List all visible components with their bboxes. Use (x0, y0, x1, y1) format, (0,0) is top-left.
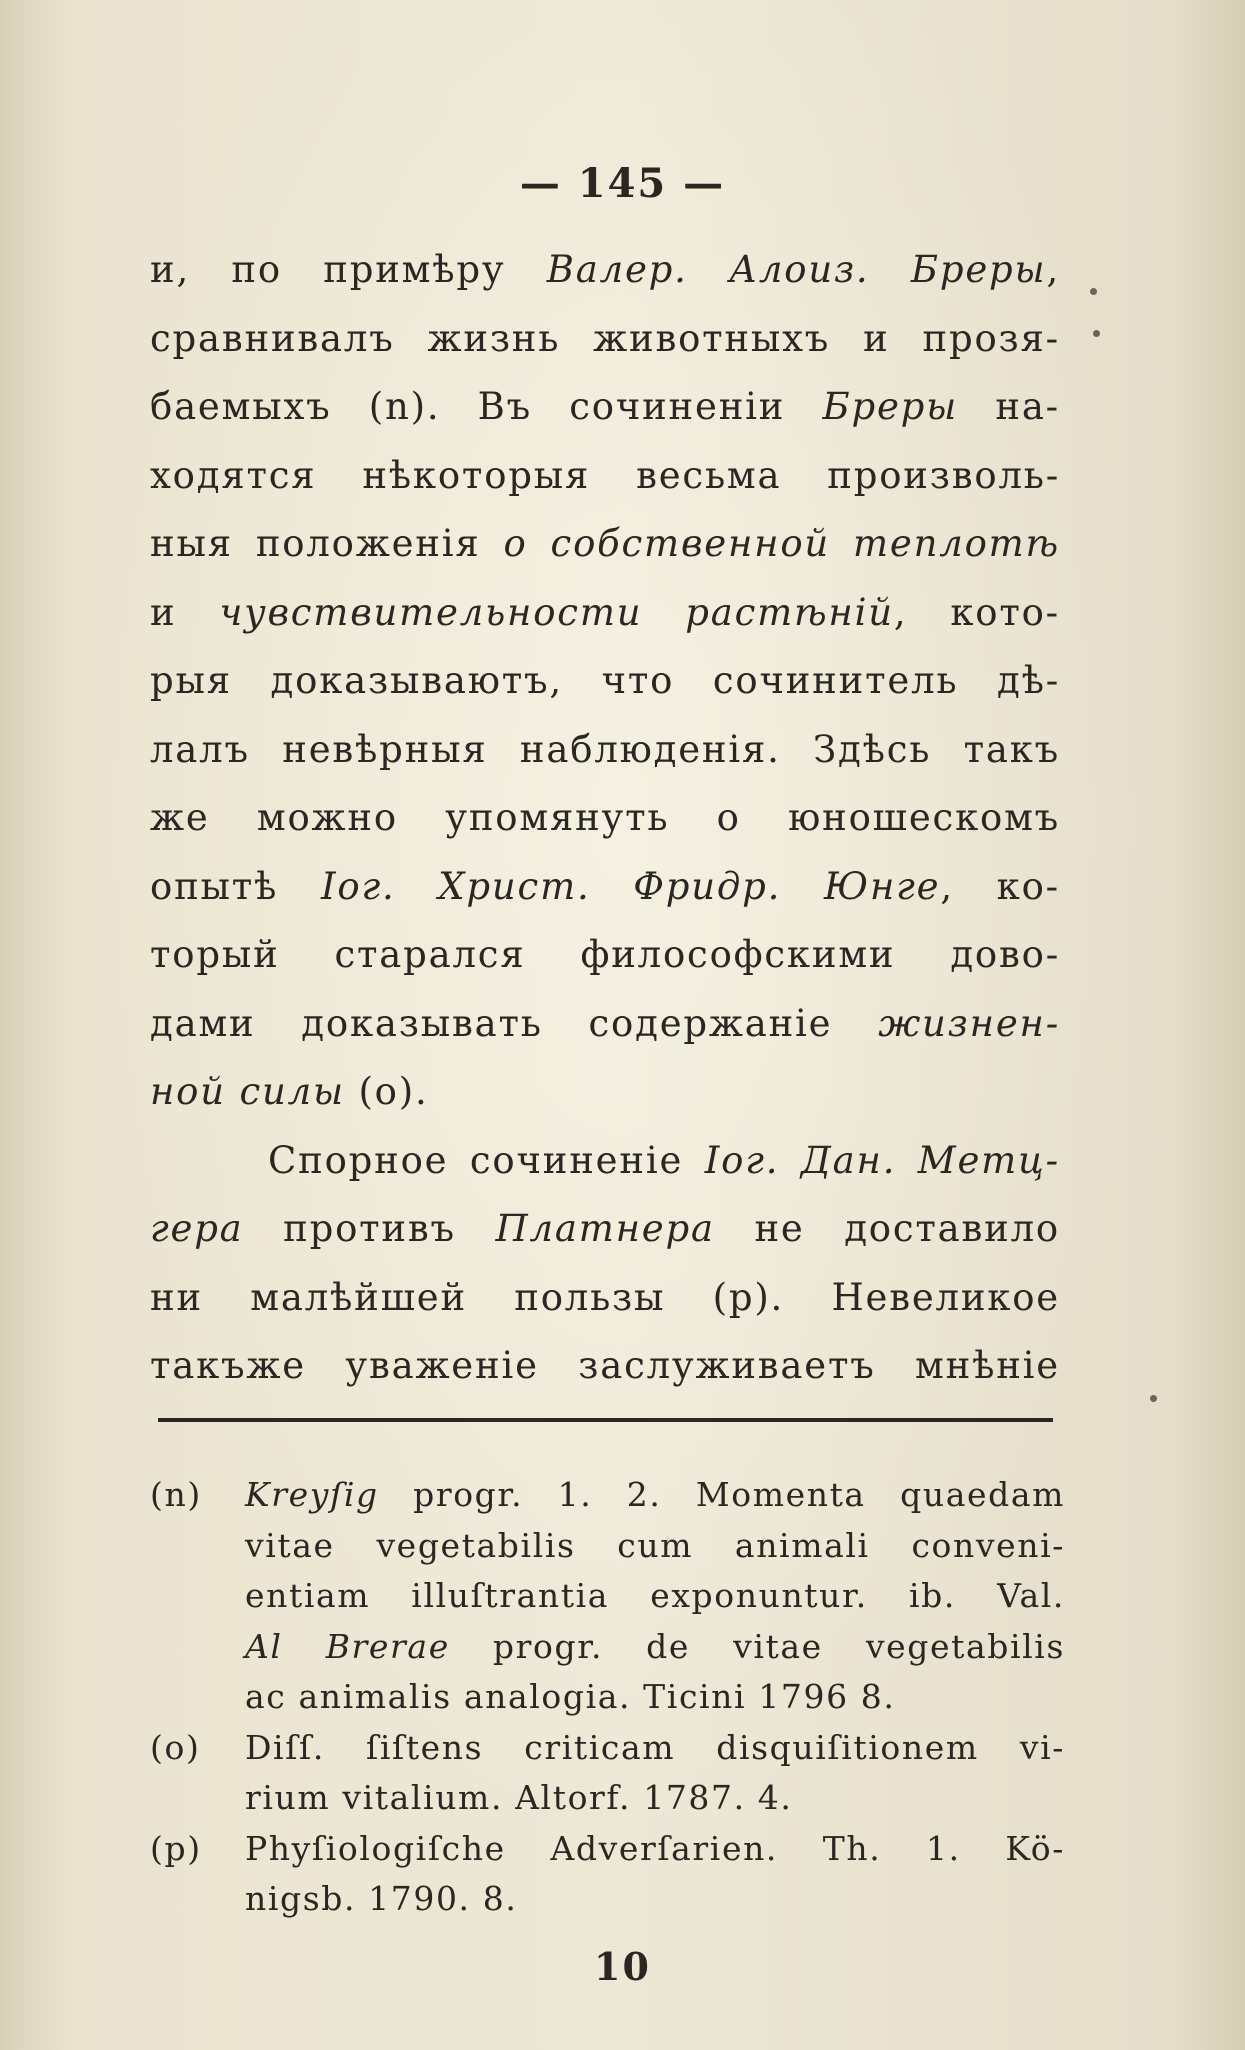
footnote-body (245, 1723, 1065, 1824)
footnote-line (245, 1622, 1065, 1673)
footnotes (150, 1470, 1065, 1925)
footnote-body (245, 1824, 1065, 1925)
page-header: — 145 — (519, 160, 726, 207)
text-run: ныя положенія (150, 522, 504, 565)
body-line (150, 442, 1060, 511)
text-run: дами доказывать содержаніе (150, 1001, 879, 1045)
text-run: противъ (243, 1207, 496, 1250)
body-line (150, 373, 1060, 442)
text-run: опытѣ (150, 864, 321, 908)
text-run: entiam illuſtrantia exponuntur. ib. Val. (245, 1576, 1065, 1615)
ink-spot (1150, 1395, 1157, 1402)
body-line (150, 510, 1060, 579)
footnote-mark: (o) (150, 1727, 201, 1767)
body-line (150, 1058, 1060, 1127)
text-run: rium vitalium. Altorf. 1787. 4. (245, 1778, 793, 1817)
text-run: progr. 1. 2. Momenta quaedam (378, 1475, 1065, 1514)
ink-spot (1090, 288, 1097, 295)
italic-run: ной силы (150, 1070, 345, 1113)
footnote-p (150, 1824, 1065, 1925)
italic-run: Іог. Дан. Метц- (704, 1138, 1060, 1182)
text-run: ни малѣйшей пользы (p). Невеликое (150, 1275, 1060, 1319)
text-run: торый старался философскими дово- (150, 933, 1060, 976)
italic-run: о собственной теплотѣ (503, 522, 1060, 565)
text-run: Спорное сочиненіе (268, 1138, 705, 1182)
italic-run: жизнен- (878, 1001, 1060, 1045)
footnote-separator-rule (158, 1418, 1053, 1422)
text-run: баемыхъ (n). Въ сочиненіи (150, 385, 823, 428)
footnote-line (245, 1773, 1065, 1824)
signature-mark: 10 (594, 1944, 651, 1989)
italic-run: Al Brerae (245, 1626, 450, 1666)
text-run: и (150, 590, 220, 634)
italic-run: Kreyſig (245, 1475, 379, 1514)
text-run: не доставило (714, 1207, 1060, 1250)
text-run: ходятся нѣкоторыя весьма произволь- (150, 453, 1060, 497)
footnote-line (245, 1874, 1065, 1925)
italic-run: Платнера (495, 1207, 715, 1250)
italic-run: гера (150, 1207, 244, 1250)
footnote-mark: (p) (150, 1828, 202, 1868)
body-line (150, 236, 1060, 305)
body-line (150, 784, 1060, 853)
body-line (150, 579, 1060, 648)
body-line (150, 990, 1060, 1059)
body-line (150, 647, 1060, 716)
body-line (150, 1195, 1060, 1264)
body-line (150, 305, 1060, 374)
text-run: лалъ невѣрныя наблюденія. Здѣсь такъ (150, 727, 1060, 771)
text-run: Phyſiologiſche Adverſarien. Th. 1. Kö- (245, 1828, 1065, 1868)
text-run: сравнивалъ жизнь животныхъ и прозя- (150, 316, 1060, 360)
footnote-n (150, 1470, 1065, 1723)
text-run: nigsb. 1790. 8. (245, 1879, 518, 1918)
footnote-body (245, 1470, 1065, 1723)
text-run: Diſſ. ſiſtens criticam disquiſitionem vi- (245, 1727, 1065, 1767)
ink-spot (1093, 330, 1100, 337)
text-run: , кото- (893, 590, 1060, 634)
body-line (150, 1127, 1060, 1196)
text-run: такъже уваженіе заслуживаетъ мнѣніе (150, 1344, 1060, 1387)
body-text (150, 236, 1060, 1401)
footnote-mark: (n) (150, 1475, 202, 1514)
body-line (150, 1332, 1060, 1401)
body-line (150, 1264, 1060, 1333)
footnote-line (245, 1672, 1065, 1723)
text-run: и, по примѣру (150, 248, 547, 291)
text-run: , (1046, 248, 1060, 291)
text-run: ac animalis analogia. Ticini 1796 8. (245, 1677, 896, 1716)
body-line (150, 716, 1060, 785)
body-line (150, 853, 1060, 922)
italic-run: Валер. Алоиз. Бреры (546, 248, 1047, 291)
text-run: на- (958, 385, 1060, 428)
footnote-line (245, 1521, 1065, 1572)
footnote-o (150, 1723, 1065, 1824)
italic-run: Іог. Христ. Фридр. Юнге (320, 864, 941, 908)
footnote-line (245, 1824, 1065, 1875)
text-run: vitae vegetabilis cum animali conveni- (245, 1525, 1065, 1565)
text-run: же можно упомянуть о юношескомъ (150, 796, 1060, 839)
footnote-line (245, 1723, 1065, 1774)
text-run: , ко- (940, 864, 1060, 908)
italic-run: чувствительности растѣній (219, 590, 894, 634)
body-line (150, 921, 1060, 990)
text-run: progr. de vitae vegetabilis (449, 1626, 1065, 1666)
italic-run: Бреры (822, 385, 959, 428)
footnote-line (245, 1571, 1065, 1622)
text-run: рыя доказываютъ, что сочинитель дѣ- (150, 659, 1060, 702)
text-run: (o). (344, 1070, 429, 1113)
footnote-line (245, 1470, 1065, 1521)
